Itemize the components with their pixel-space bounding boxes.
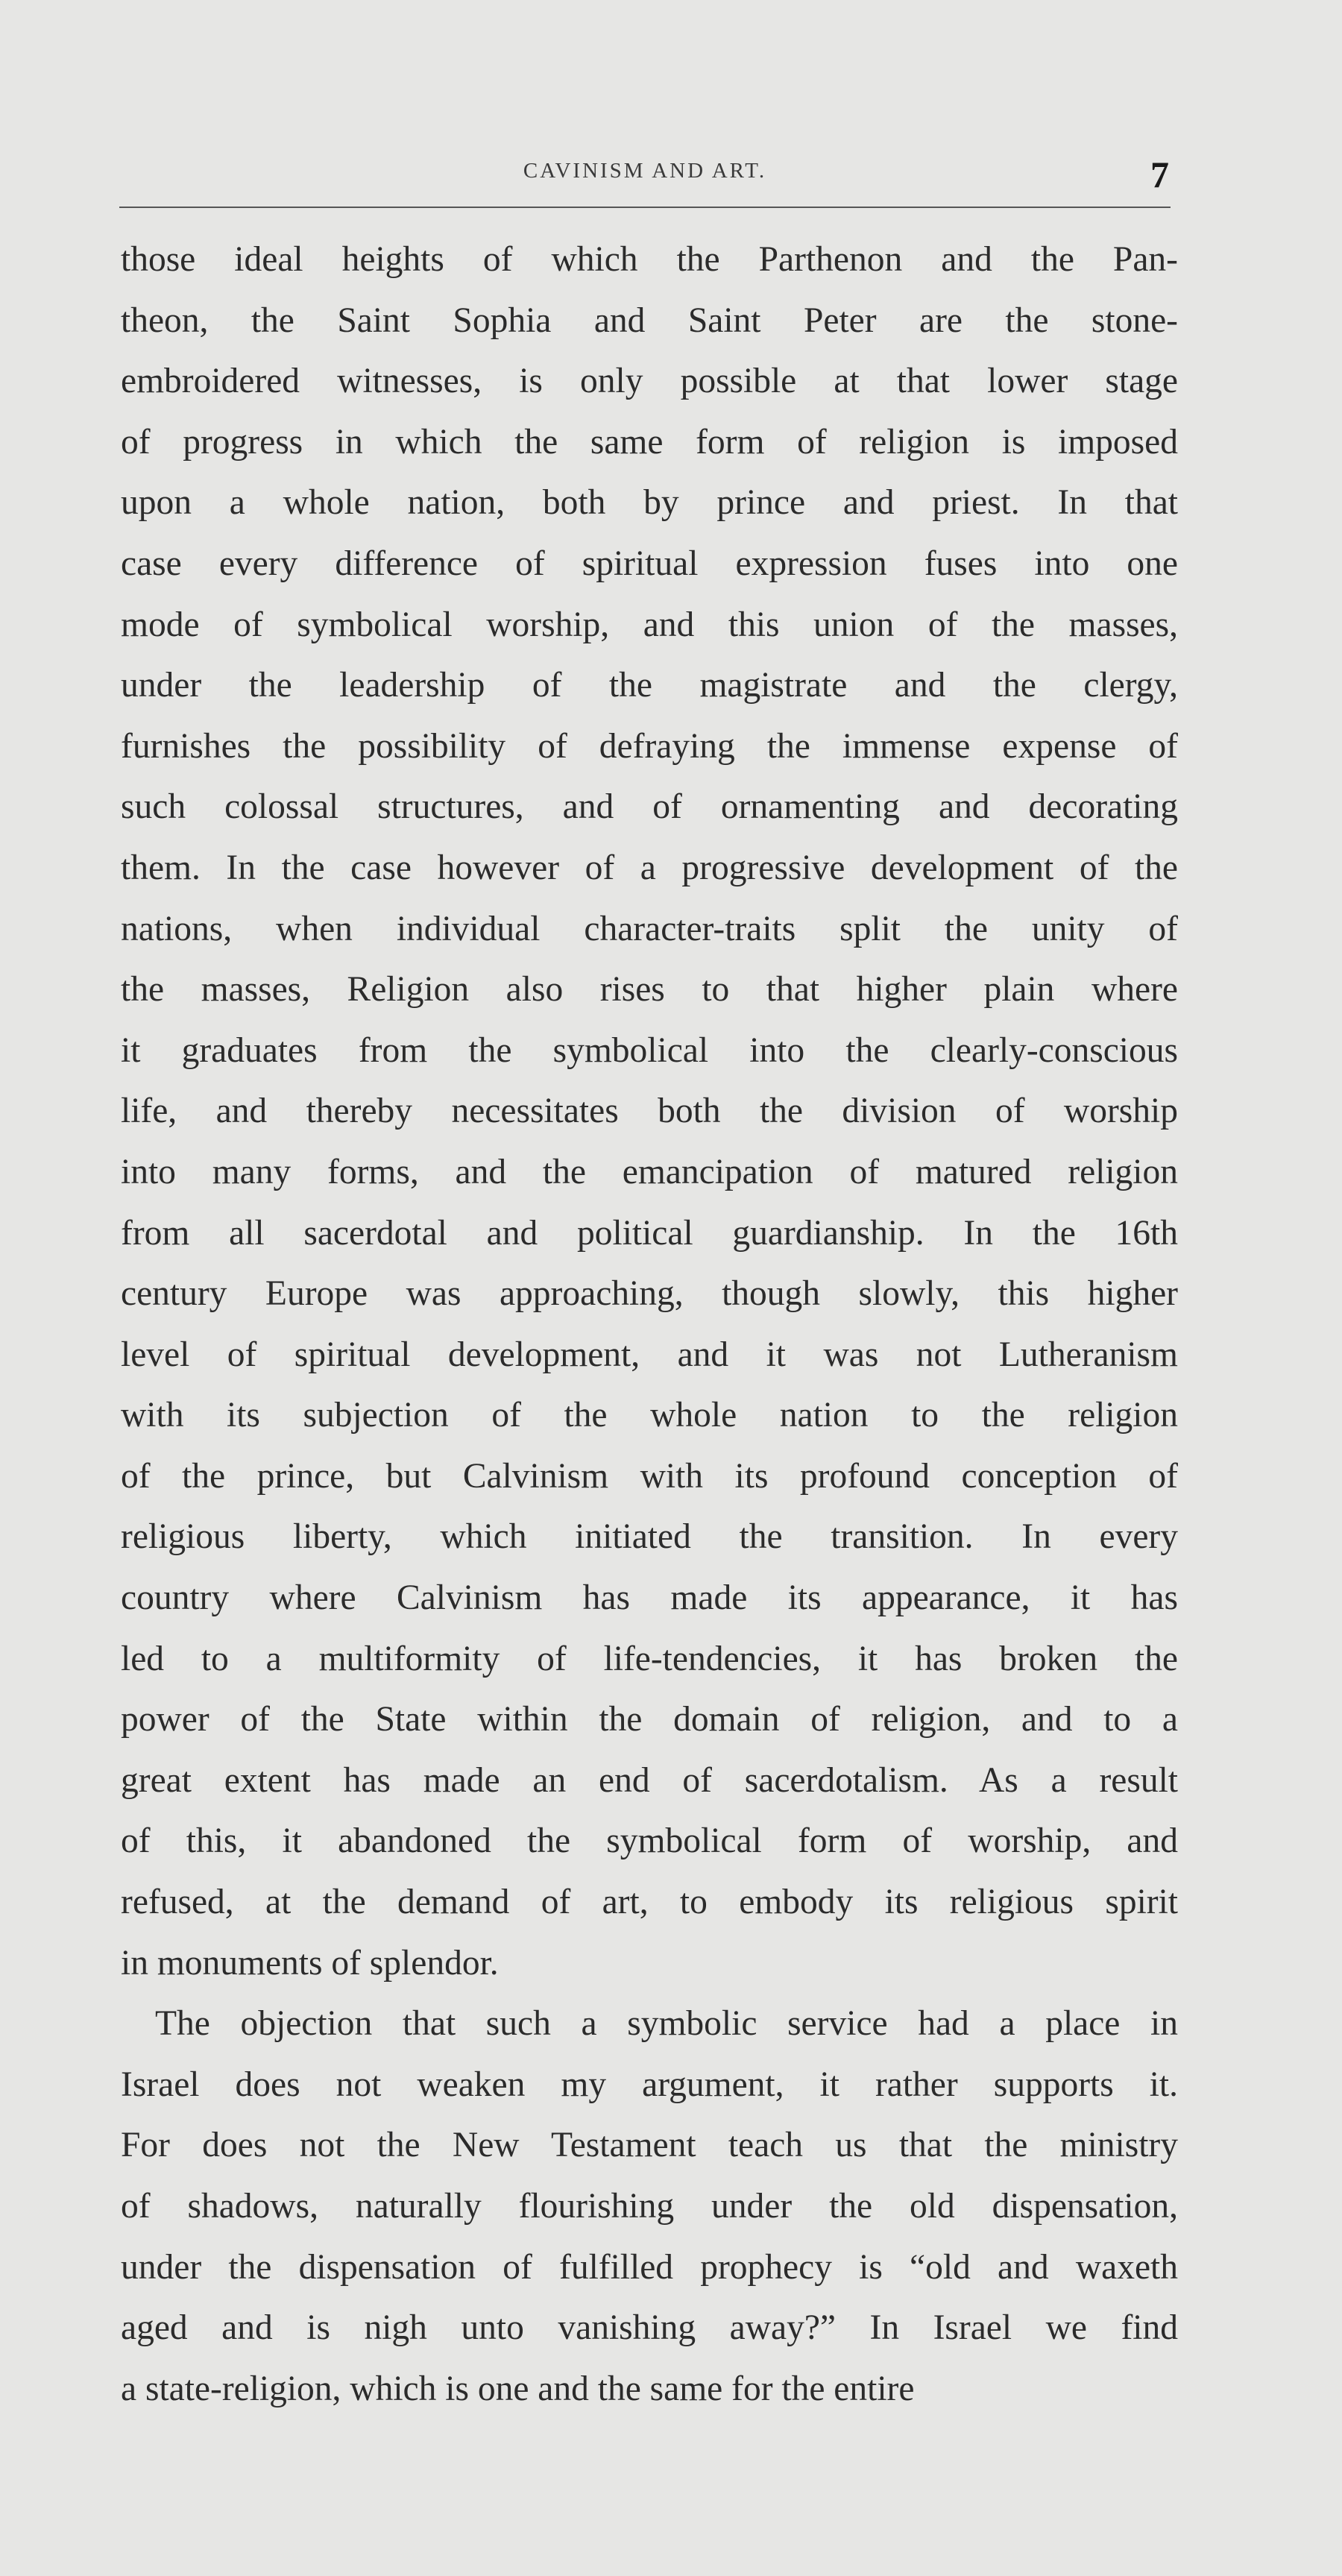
text-line: mode of symbolical worship, and this union of the masses,: [121, 605, 1178, 644]
text-line: case every difference of spiritual expression fuses into one: [121, 544, 1178, 583]
text-line: under the leadership of the magistrate and the clergy,: [121, 666, 1178, 705]
text-line: of shadows, naturally flourishing under the old dispensation,: [121, 2187, 1178, 2226]
text-line: power of the State within the domain of religion, and to a: [121, 1700, 1178, 1739]
text-line: such colossal structures, and of ornamenting and decorating: [121, 787, 1178, 827]
header-rule: [119, 207, 1171, 208]
text-line: them. In the case however of a progressive development of the: [121, 848, 1178, 887]
text-line: those ideal heights of which the Parthenon and the Pan-: [121, 240, 1178, 279]
text-line: of this, it abandoned the symbolical form of worship, and: [121, 1821, 1178, 1861]
text-line: led to a multiformity of life-tendencies, it has broken the: [121, 1639, 1178, 1678]
text-line: level of spiritual development, and it was not Lutheranism: [121, 1335, 1178, 1374]
text-line: century Europe was approaching, though slowly, this higher: [121, 1274, 1178, 1314]
text-line: furnishes the possibility of defraying the immense expense of: [121, 726, 1178, 766]
text-line: of the prince, but Calvinism with its profound conception of: [121, 1456, 1178, 1496]
text-line: great extent has made an end of sacerdotalism. As a result: [121, 1760, 1178, 1800]
text-line: nations, when individual character-traits split the unity of: [121, 909, 1178, 948]
text-line: life, and thereby necessitates both the division of worship: [121, 1092, 1178, 1131]
text-line: into many forms, and the emancipation of matured religion: [121, 1152, 1178, 1191]
text-line: a state-religion, which is one and the same for the entire: [121, 2369, 915, 2408]
text-line: country where Calvinism has made its appearance, it has: [121, 1578, 1178, 1618]
text-line: refused, at the demand of art, to embody its religious spirit: [121, 1883, 1178, 1922]
text-line: under the dispensation of fulfilled prophecy is “old and waxeth: [121, 2247, 1178, 2287]
text-line: it graduates from the symbolical into the clearly-conscious: [121, 1030, 1178, 1070]
text-line: aged and is nigh unto vanishing away?” In Israel we find: [121, 2308, 1178, 2348]
text-line: from all sacerdotal and political guardianship. In the 16th: [121, 1213, 1178, 1253]
text-line: in monuments of splendor.: [121, 1943, 499, 1983]
text-line: For does not the New Testament teach us that the ministry: [121, 2126, 1178, 2165]
text-line: with its subjection of the whole nation to the religion: [121, 1396, 1178, 1435]
body-text: [121, 230, 1178, 2419]
text-line: the masses, Religion also rises to that higher plain where: [121, 970, 1178, 1010]
page-number: 7: [1150, 154, 1169, 195]
text-line: religious liberty, which initiated the transition. In every: [121, 1517, 1178, 1557]
text-line: theon, the Saint Sophia and Saint Peter are the stone-: [121, 300, 1178, 340]
text-line: of progress in which the same form of religion is imposed: [121, 422, 1178, 462]
text-line: The objection that such a symbolic service had a place in: [155, 2004, 1178, 2044]
text-line: embroidered witnesses, is only possible at that lower stage: [121, 362, 1178, 401]
text-line: upon a whole nation, both by prince and priest. In that: [121, 483, 1178, 523]
text-line: Israel does not weaken my argument, it rather supports it.: [121, 2065, 1178, 2104]
paragraph: [121, 230, 1178, 1994]
running-title: CAVINISM AND ART.: [523, 159, 767, 183]
running-head: [119, 153, 1171, 198]
paragraph: [121, 1994, 1178, 2419]
